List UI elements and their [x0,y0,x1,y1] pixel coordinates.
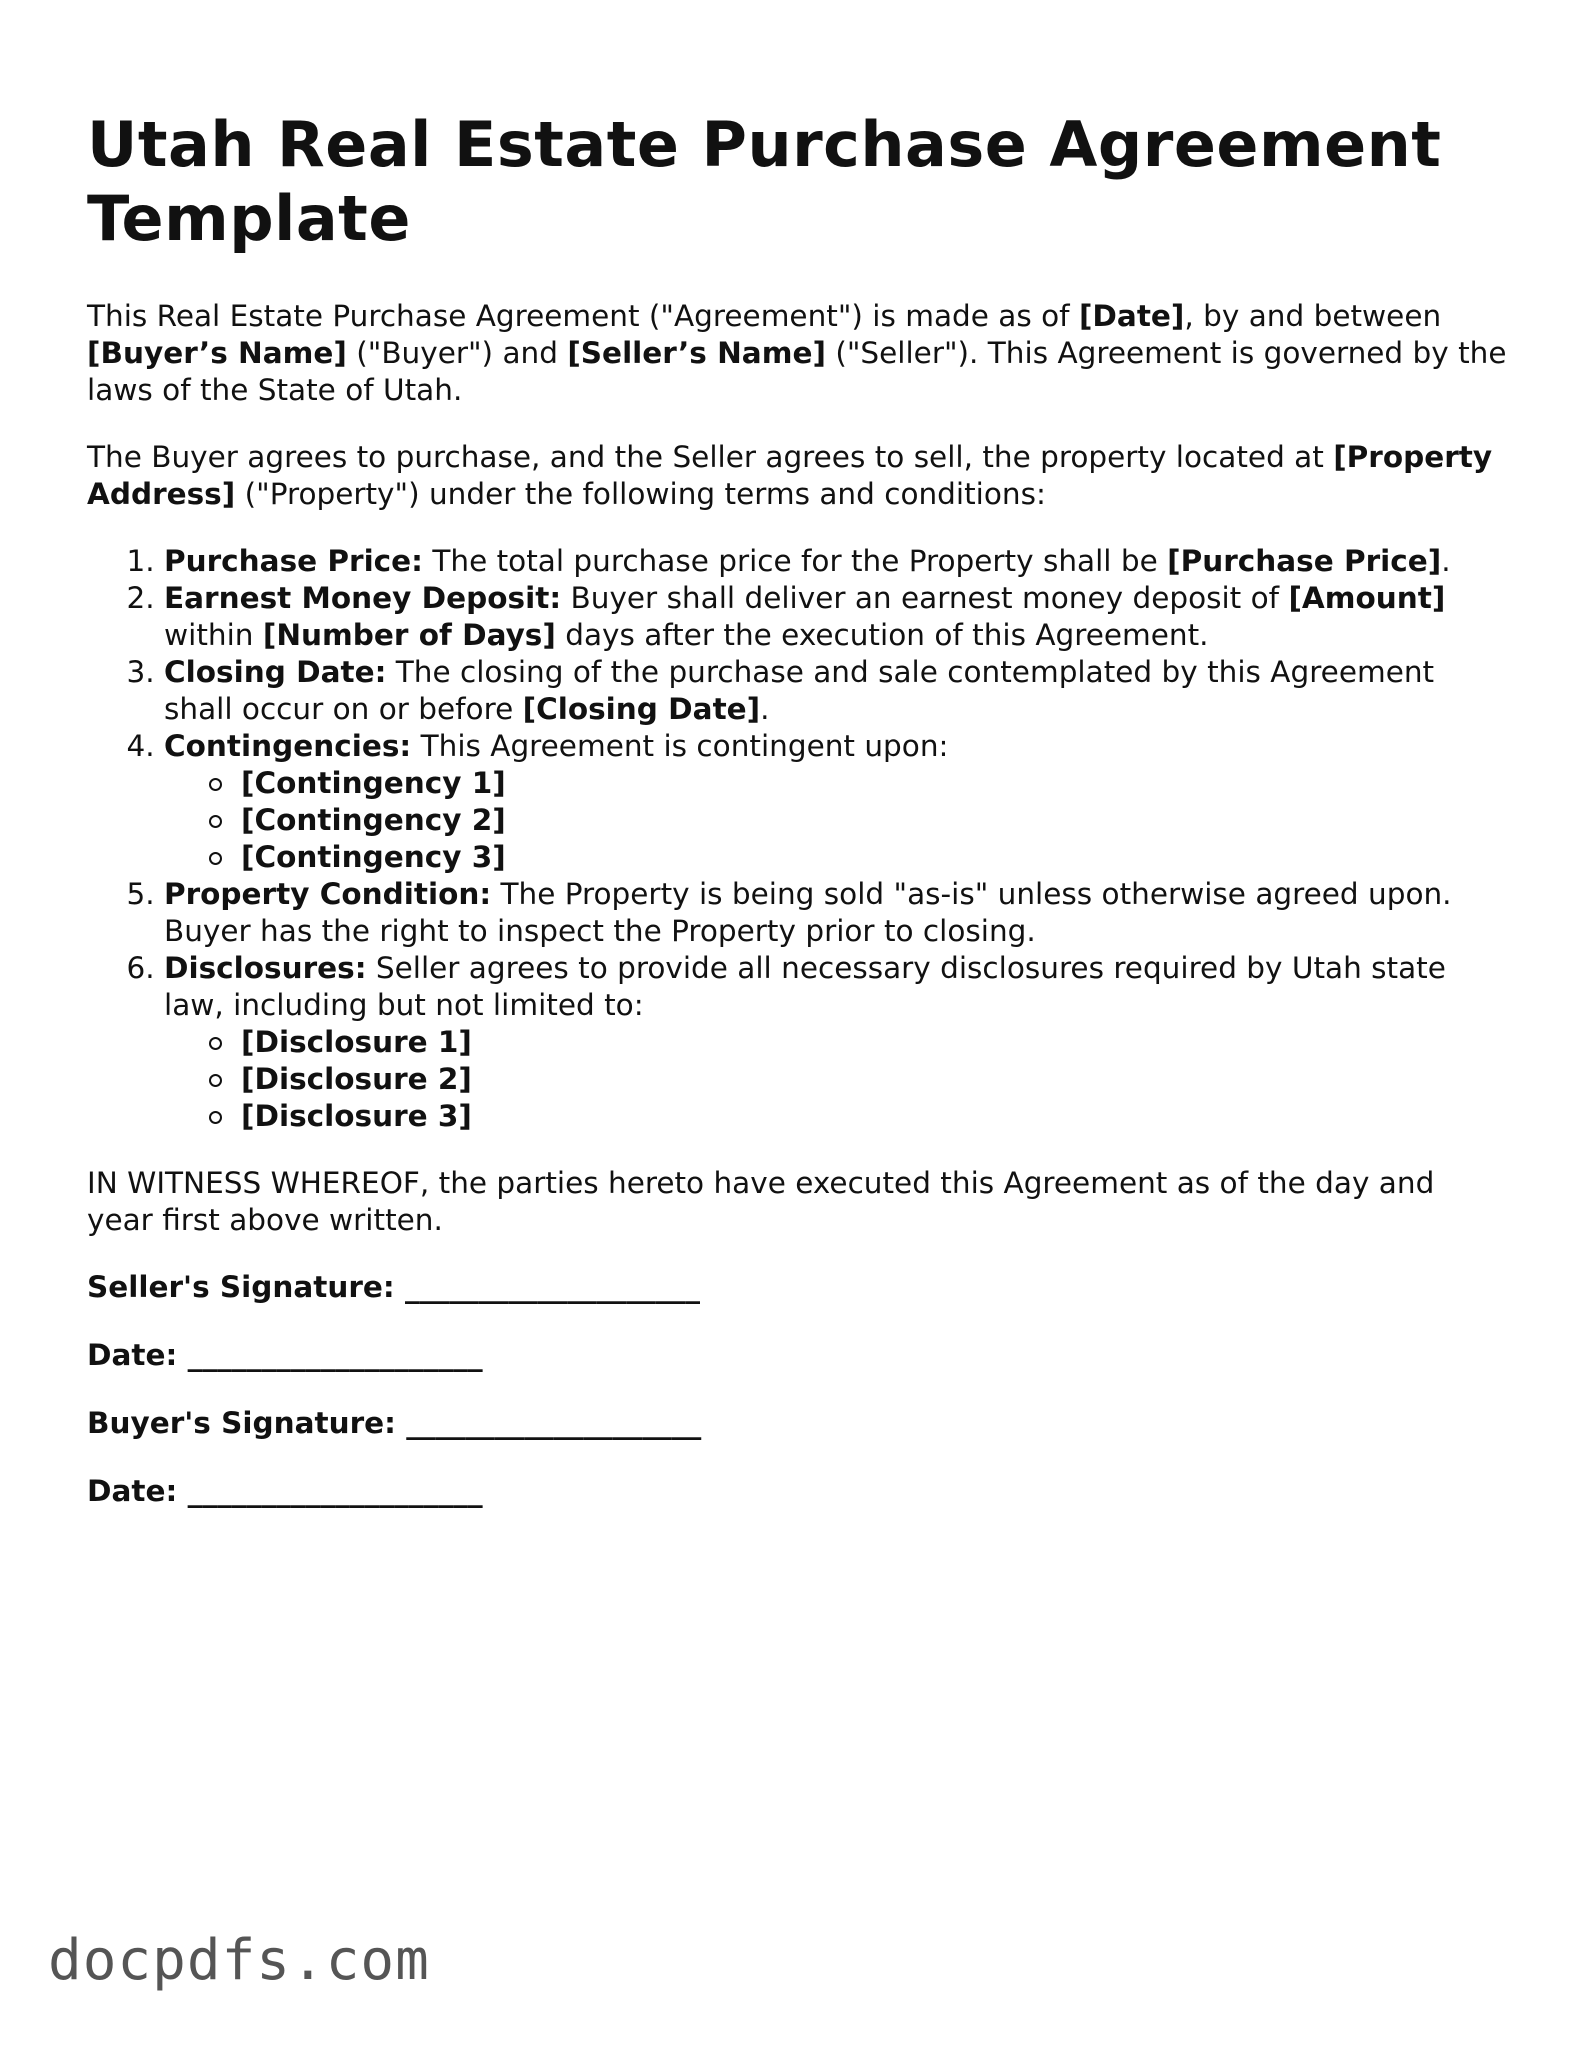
intro-text-1: This Real Estate Purchase Agreement ("Agreement") is made as of [87,299,1079,333]
property-paragraph [87,439,1507,513]
seller-name-placeholder: [Seller’s Name] [567,336,826,370]
term-earnest-money [164,580,1507,654]
date-placeholder: [Date] [1078,299,1185,333]
term-text: The closing of the purchase and sale contemplated by this Agreement shall occur on or before [164,655,1435,726]
disclosure-placeholder: [Disclosure 2] [241,1062,472,1096]
list-item [241,1024,1507,1061]
term-disclosures [164,950,1507,1135]
list-item [241,839,1507,876]
disclosure-placeholder: [Disclosure 3] [241,1099,472,1133]
buyer-signature-line: Buyer's Signature: ____________________ [87,1406,702,1440]
disclosure-placeholder: [Disclosure 1] [241,1025,472,1059]
document-page [87,108,1507,1541]
buyer-name-placeholder: [Buyer’s Name] [87,336,347,370]
contingencies-list [164,765,1507,876]
closing-date-placeholder: [Closing Date] [522,692,761,726]
term-contingencies [164,728,1507,876]
footer-logo: docpdfs.com [48,1928,430,1993]
amount-placeholder: [Amount] [1288,581,1446,615]
intro-paragraph [87,298,1507,409]
term-label: Property Condition: [164,877,492,911]
term-purchase-price [164,543,1507,580]
list-item [241,765,1507,802]
term-property-condition [164,876,1507,950]
term-text: This Agreement is contingent upon: [411,729,949,763]
seller-signature-line: Seller's Signature: ____________________ [87,1270,701,1304]
property-address-placeholder: [Property Address] [87,440,1493,511]
term-label: Disclosures: [164,951,367,985]
terms-list [87,543,1507,1135]
term-label: Purchase Price: [164,544,423,578]
term-closing-date [164,654,1507,728]
term-text: . [760,692,770,726]
list-item [241,802,1507,839]
disclosures-list [164,1024,1507,1135]
property-text-1: The Buyer agrees to purchase, and the Seller agrees to sell, the property located at [87,440,1334,474]
buyer-date-line: Date: ____________________ [87,1474,483,1508]
term-text: The Property is being sold "as-is" unless otherwise agreed upon. Buyer has the right to inspect the Property prior to closing. [164,877,1452,948]
list-item [241,1061,1507,1098]
page-title: Utah Real Estate Purchase Agreement Template [87,108,1442,255]
contingency-placeholder: [Contingency 2] [241,803,506,837]
term-text: Buyer shall deliver an earnest money deposit of [561,581,1289,615]
term-label: Contingencies: [164,729,412,763]
intro-text-3: ("Buyer") and [346,336,568,370]
witness-paragraph: IN WITNESS WHEREOF, the parties hereto have executed this Agreement as of the day and year first above written. [87,1166,1435,1237]
term-text: Seller agrees to provide all necessary disclosures required by Utah state law, including but not limited to: [164,951,1446,1022]
contingency-placeholder: [Contingency 1] [241,766,506,800]
intro-text-2: , by and between [1184,299,1442,333]
term-text: The total purchase price for the Property shall be [422,544,1168,578]
term-label: Closing Date: [164,655,387,689]
intro-text-4: ("Seller"). This Agreement is governed by the laws of the State of Utah. [87,336,1507,407]
seller-date-line: Date: ____________________ [87,1338,483,1372]
term-label: Earnest Money Deposit: [164,581,562,615]
term-text: . [1441,544,1451,578]
property-text-2: ("Property") under the following terms and conditions: [235,477,1046,511]
number-of-days-placeholder: [Number of Days] [262,618,556,652]
purchase-price-placeholder: [Purchase Price] [1167,544,1442,578]
contingency-placeholder: [Contingency 3] [241,840,506,874]
list-item [241,1098,1507,1135]
term-text: days after the execution of this Agreement. [555,618,1209,652]
term-text: within [164,618,263,652]
